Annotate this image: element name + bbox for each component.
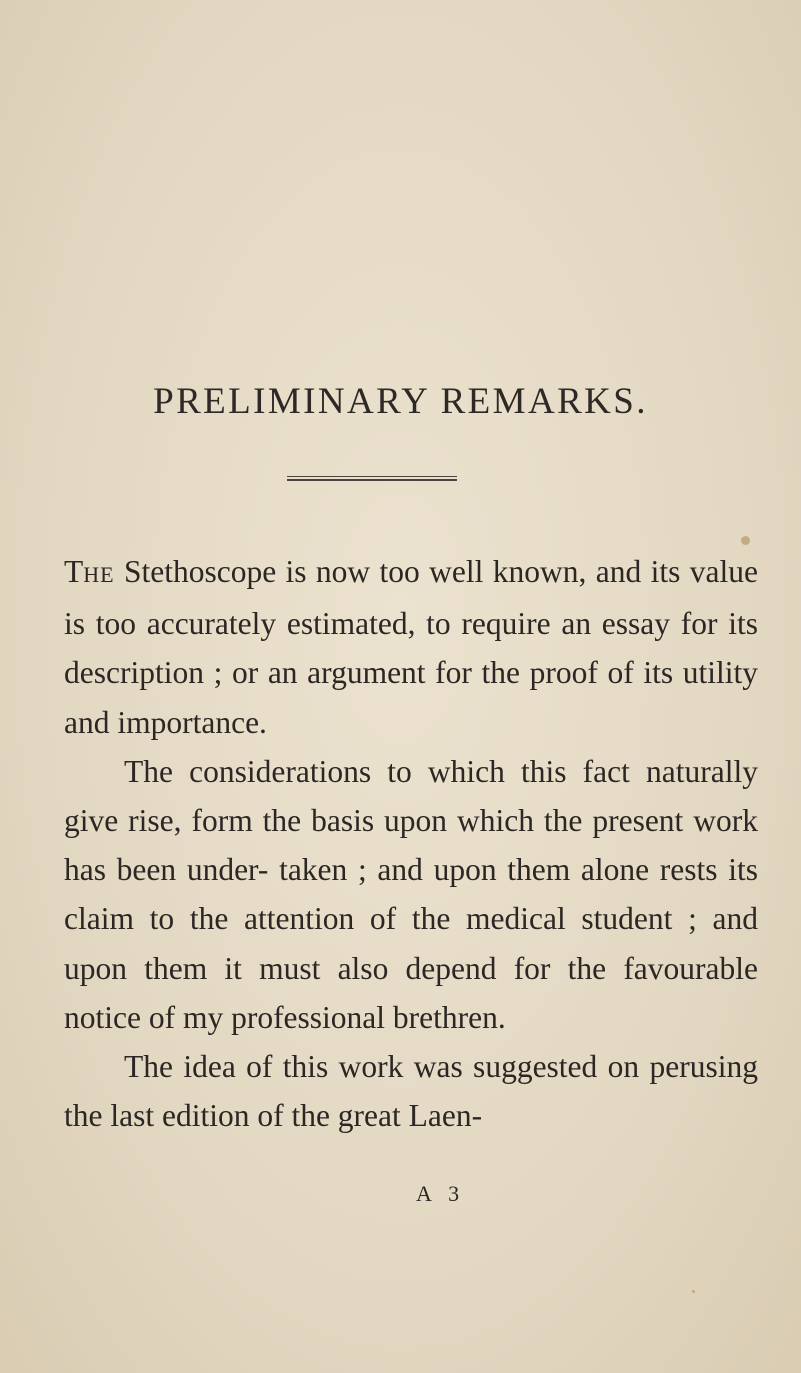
- small-caps-word: HE: [83, 562, 115, 587]
- signature-mark: A 3: [416, 1181, 466, 1206]
- paragraph-1-text: Stethoscope is now too well known, and its value is too accurately estimated, to require an essay for its description ; or an argument for the proof of its utility and importance.: [64, 554, 758, 740]
- paper-speck: [692, 1290, 695, 1293]
- paragraph-3: The idea of this work was suggested on perusing the last edition of the great Laen-: [64, 1049, 758, 1134]
- title-rule: [287, 476, 457, 481]
- paragraph-1: [64, 547, 758, 747]
- page-title: PRELIMINARY REMARKS.: [153, 381, 648, 422]
- paragraph-2: The considerations to which this fact naturally give rise, form the basis upon which the present work has been under- taken ; and upon them alone rests its claim to the attention of the medical student ; and upon them it must also depend for the favourable notice of my professional brethren.: [64, 753, 758, 1035]
- paper-speck: [741, 536, 750, 545]
- drop-initial: T: [64, 554, 84, 589]
- body-text: [64, 547, 758, 1140]
